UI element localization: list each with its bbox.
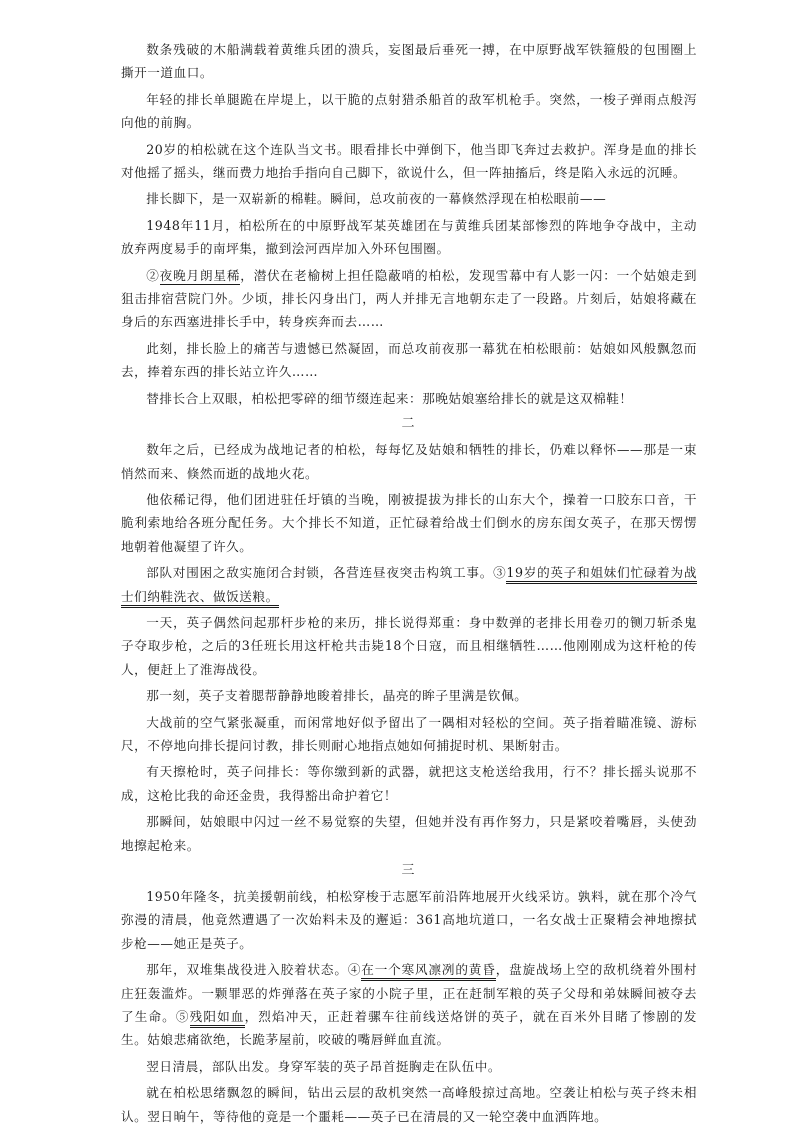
annotation-mark: ③ <box>493 565 507 581</box>
section-heading: 三 <box>401 863 417 878</box>
paragraph: 就在柏松思绪飘忽的瞬间，钻出云层的敌机突然一高峰般掠过高地。空袭让柏松与英子终未相认。翌日晌午，等待他的竟是一个噩耗——英子已在清晨的又一轮空袭中血洒阵地。 <box>121 1085 697 1124</box>
paragraph-text: 那年，双堆集战役进入胶着状态。 <box>146 962 348 978</box>
section-heading: 二 <box>401 416 417 432</box>
paragraph: 年轻的排长单腿跪在岸堤上，以干脆的点射猎杀船首的敌军机枪手。突然，一梭子弹雨点般泻向他的前胸。 <box>121 91 697 131</box>
paragraph: 翌日清晨，部队出发。身穿军装的英子昂首挺胸走在队伍中。 <box>146 1058 502 1074</box>
paragraph: 一天，英子偶然问起那杆步枪的来历，排长说得郑重：身中数弹的老排长用卷刃的铡刀斩杀鬼子夺取步枪，之后的3任班长用这杆枪共击毙18个日寇，而且相继牺牲……他刚刚成为这杆枪的传人，便赶上了淮海战役。 <box>121 614 697 677</box>
paragraph: 有天擦枪时，英子问排长：等你缴到新的武器，就把这支枪送给我用，行不？排长摇头说那不成，这枪比我的命还金贵，我得豁出命护着它！ <box>121 764 697 803</box>
paragraph: 大战前的空气紧张凝重，而闲常地好似予留出了一隅相对轻松的空间。英子指着瞄准镜、游标尺，不停地向排长提问讨教，排长则耐心地指点她如何捕捉时机、果断射击。 <box>121 714 697 753</box>
paragraph: 1950年隆冬，抗美援朝前线，柏松穿梭于志愿军前沿阵地展开火线采访。孰料，就在那个冷气弥漫的清晨，他竟然遭遇了一次始料未及的邂逅：361高地坑道口，一名女战士正聚精会神地擦拭步枪——她正是英子。 <box>121 889 697 951</box>
paragraph-text: ，潜伏在老榆树上担任隐蔽哨的柏松，发现雪幕中有人影一闪：一个姑娘走到狙击排宿营院门外。少顷，排长闪身出门，两人并排无言地朝东走了一段路。片刻后，姑娘将藏在身后的东西塞进排长手中，转身疾奔而去…… <box>121 267 697 330</box>
paragraph: 数年之后，已经成为战地记者的柏松，每每忆及姑娘和牺牲的排长，仍难以释怀——那是一束悄然而来、倏然而逝的战地火花。 <box>121 442 697 481</box>
paragraph: 那瞬间，姑娘眼中闪过一丝不易觉察的失望，但她并没有再作努力，只是紧咬着嘴唇，头使劲地擦起枪来。 <box>121 814 697 853</box>
paragraph <box>121 264 697 334</box>
underlined-phrase: 在一个寒风凛冽的黄昏 <box>361 962 495 981</box>
underlined-phrase: 残阳如血 <box>190 1009 245 1028</box>
paragraph <box>121 561 697 608</box>
annotation-mark: ② <box>146 267 160 283</box>
paragraph: 排长脚下，是一双崭新的棉鞋。瞬间，总攻前夜的一幕倏然浮现在柏松眼前—— <box>146 191 607 207</box>
annotation-mark: ④ <box>347 962 362 978</box>
paragraph <box>121 958 697 1052</box>
paragraph-text: 部队对围困之敌实施闭合封锁，各营连昼夜突击构筑工事。 <box>146 565 494 581</box>
underlined-phrase: 夜晚月朗星稀 <box>159 267 241 283</box>
paragraph: 此刻，排长脸上的痛苦与遗憾已然凝固，而总攻前夜那一幕犹在柏松眼前：姑娘如风般飘忽而去，捧着东西的排长站立许久…… <box>121 340 697 380</box>
article-body <box>121 38 697 1131</box>
paragraph-text: ，盘旋战场上空的敌机绕着外围村庄狂轰滥炸。一颗罪恶的炸弹落在英子家的小院子里，正在赶制军粮的英子父母和弟妹瞬间被夺去了生命。 <box>121 962 698 1025</box>
paragraph: 1948年11月，柏松所在的中原野战军某英雄团在与黄维兵团某部惨烈的阵地争夺战中，主动放弃两度易手的南坪集，撤到浍河西岸加入外环包围圈。 <box>121 217 697 257</box>
paragraph: 那一刻，英子支着腮帮静静地睃着排长，晶亮的眸子里满是钦佩。 <box>146 688 528 704</box>
annotation-mark: ⑤ <box>175 1009 190 1025</box>
underlined-phrase: 19岁的英子和姐妹们忙碌着为战士们纳鞋洗衣、做饭送粮。 <box>121 565 697 607</box>
paragraph: 20岁的柏松就在这个连队当文书。眼看排长中弹倒下，他当即飞奔过去救护。浑身是血的排长对他摇了摇头，继而费力地抬手指向自己脚下，欲说什么，但一阵抽搐后，终是陷入永远的沉睡。 <box>121 141 697 181</box>
paragraph: 替排长合上双眼，柏松把零碎的细节缀连起来：那晚姑娘塞给排长的就是这双棉鞋！ <box>146 390 633 406</box>
paragraph: 数条残破的木船满载着黄维兵团的溃兵，妄图最后垂死一搏，在中原野战军铁箍般的包围圈上撕开一道血口。 <box>121 42 697 81</box>
paragraph: 他依稀记得，他们团进驻任圩镇的当晚，刚被提拔为排长的山东大个，操着一口胶东口音，干脆利索地给各班分配任务。大个排长不知道，正忙碌着给战士们倒水的房东闺女英子，在那天愣愣地朝着他凝望了许久。 <box>121 491 697 554</box>
paragraph-text: ，烈焰冲天，正赶着骡车往前线送烙饼的英子，就在百米外目睹了惨剧的发生。姑娘悲痛欲绝，长跪茅屋前，咬破的嘴唇鲜血直流。 <box>121 1009 698 1048</box>
